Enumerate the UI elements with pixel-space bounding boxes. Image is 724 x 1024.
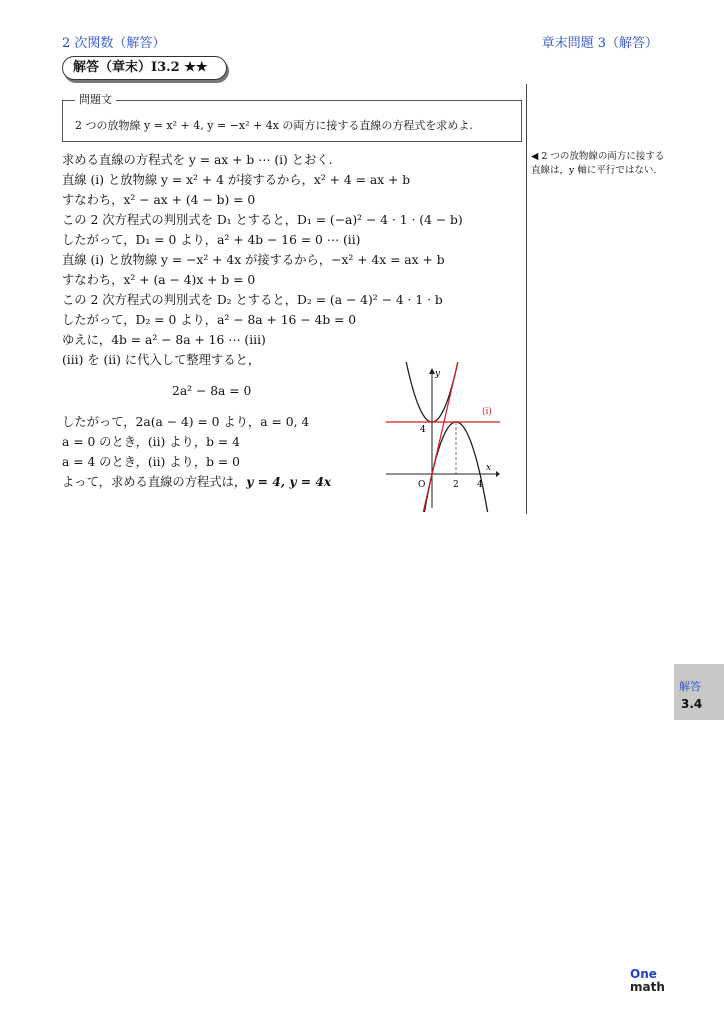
margin-divider	[526, 84, 527, 514]
tab-number: 3.4	[681, 697, 703, 711]
section-tab	[674, 664, 724, 720]
solution-line: a = 0 のとき，(ii) より，b = 4	[62, 435, 240, 449]
tab-label: 解答	[679, 680, 701, 693]
solution-line: すなわち，x² − ax + (4 − b) = 0	[62, 193, 256, 207]
logo-line-2: math	[630, 980, 665, 994]
solution-line: この 2 次方程式の判別式を D₁ とすると，D₁ = (−a)² − 4 · 1 · (4 − b)	[62, 213, 463, 227]
solution-line: したがって，D₂ = 0 より，a² − 8a + 16 − 4b = 0	[62, 313, 357, 327]
solution-line: したがって，D₁ = 0 より，a² + 4b − 16 = 0 ⋯ (ii)	[62, 233, 361, 247]
line-label-i: (i)	[482, 407, 492, 417]
solution-line: 直線 (i) と放物線 y = −x² + 4x が接するから，−x² + 4x = ax + b	[62, 253, 445, 267]
answer-tag: 解答（章末）I3.2 ★★	[62, 56, 227, 80]
x-axis-arrow-icon	[496, 471, 500, 477]
solution-line: a = 4 のとき，(ii) より，b = 0	[62, 455, 240, 469]
problem-text: 2 つの放物線 y = x² + 4, y = −x² + 4x の両方に接する直線の方程式を求めよ.	[75, 119, 473, 132]
solution-line: すなわち，x² + (a − 4)x + b = 0	[62, 273, 256, 287]
parabola-graph	[382, 362, 502, 512]
tick-label-4y: 4	[420, 425, 426, 435]
solution-line: この 2 次方程式の判別式を D₂ とすると，D₂ = (a − 4)² − 4 · 1 · b	[62, 293, 443, 307]
solution-line: 直線 (i) と放物線 y = x² + 4 が接するから，x² + 4 = ax + b	[62, 173, 411, 187]
tick-label-4x: 4	[477, 480, 483, 490]
y-axis-label: y	[435, 369, 441, 379]
onemath-logo	[630, 968, 665, 994]
origin-label: O	[418, 480, 426, 490]
problem-box	[62, 93, 522, 142]
solution-line: ゆえに，4b = a² − 8a + 16 ⋯ (iii)	[62, 333, 266, 347]
final-answer: y = 4, y = 4x	[246, 474, 332, 489]
header-left: 2 次関数（解答）	[62, 36, 166, 51]
logo-line-1: One	[630, 967, 657, 981]
solution-line: (iii) を (ii) に代入して整理すると，	[62, 353, 261, 367]
final-prefix: よって，求める直線の方程式は，	[62, 475, 247, 489]
x-axis-label: x	[486, 463, 492, 473]
problem-title: 問題文	[75, 93, 116, 107]
side-note: ◀ 2 つの放物線の両方に接する直線は，y 軸に平行ではない.	[531, 151, 665, 176]
solution-line: 求める直線の方程式を y = ax + b ⋯ (i) とおく.	[62, 153, 333, 167]
tick-label-2: 2	[453, 480, 459, 490]
center-equation: 2a² − 8a = 0	[172, 384, 252, 398]
solution-line: したがって，2a(a − 4) = 0 より，a = 0, 4	[62, 415, 310, 429]
header-right: 章末問題 3（解答）	[541, 36, 658, 51]
